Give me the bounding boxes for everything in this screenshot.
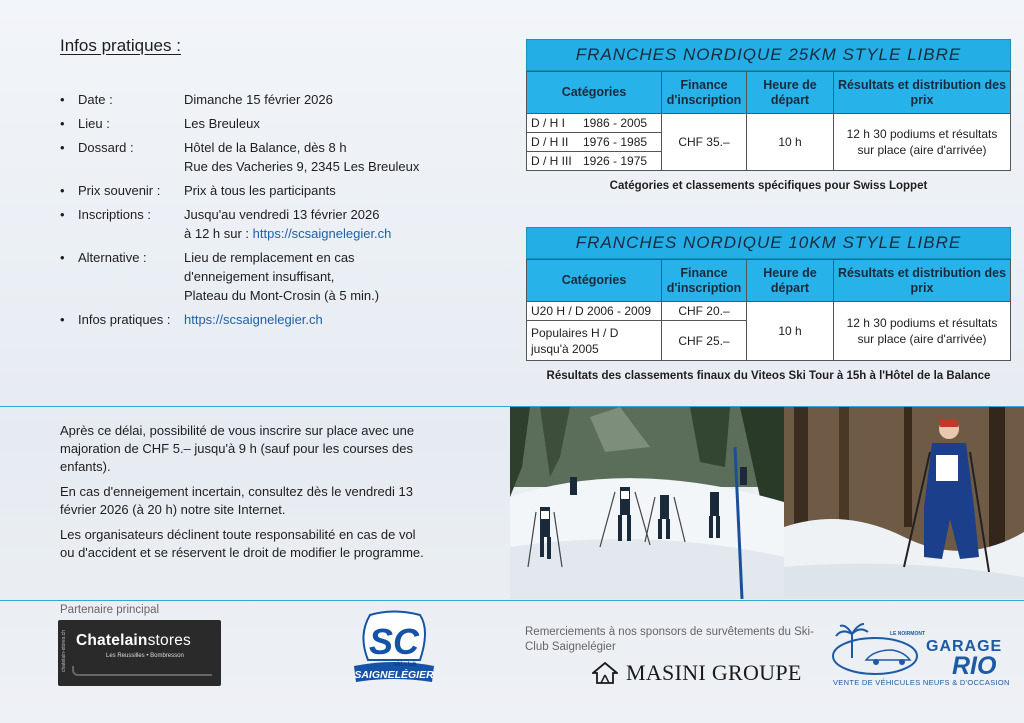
info-label: • Lieu : <box>78 116 110 131</box>
garage-rio: RIO <box>952 652 997 680</box>
race-title: FRANCHES NORDIQUE 25KM STYLE LIBRE <box>526 39 1011 71</box>
category-cell: D / H III 1926 - 1975 <box>527 152 662 171</box>
garage-tag: LE NOIRMONT <box>890 631 925 637</box>
info-label: • Dossard : <box>78 140 134 155</box>
col-header: Heure de départ <box>747 260 834 302</box>
info-label: • Alternative : <box>78 250 147 265</box>
garage-rio-logo <box>830 622 1020 692</box>
skier-bib-4-photo <box>784 407 1024 599</box>
start-cell: 10 h <box>747 302 834 361</box>
chatelain-stores-logo <box>58 620 221 686</box>
divider-bottom <box>0 600 1024 601</box>
inscriptions-link[interactable]: https://scsaignelegier.ch <box>252 226 392 241</box>
info-alternative <box>60 248 480 305</box>
category-cell: D / H II 1976 - 1985 <box>527 133 662 152</box>
info-value: Les Breuleux <box>184 116 260 131</box>
race-10km <box>526 227 1011 382</box>
info-value: Hôtel de la Balance, dès 8 h Rue des Vacheries 9, 2345 Les Breuleux <box>184 140 420 174</box>
info-inscriptions <box>60 205 480 243</box>
category-cell: Populaires H / D jusqu'à 2005 <box>527 321 662 361</box>
partner-label: Partenaire principal <box>60 604 160 616</box>
race-note: Résultats des classements finaux du Viteos Ski Tour à 15h à l'Hôtel de la Balance <box>546 370 991 382</box>
info-label: • Prix souvenir : <box>78 183 161 198</box>
garage-word: GARAGE <box>926 638 1003 655</box>
infos-link[interactable]: https://scsaignelegier.ch <box>184 312 323 327</box>
cross-country-ski-race-photo <box>510 407 784 599</box>
race-25km <box>526 39 1011 192</box>
masini-house-icon <box>592 662 618 684</box>
col-header: Finance d'inscription <box>662 72 747 114</box>
infos-list <box>60 90 480 334</box>
col-header: Finance d'inscription <box>662 260 747 302</box>
chatelain-decor <box>72 666 212 676</box>
start-cell: 10 h <box>747 114 834 171</box>
col-header: Heure de départ <box>747 72 834 114</box>
info-value: Dimanche 15 février 2026 <box>184 92 333 107</box>
info-prix-souvenir <box>60 181 480 200</box>
note-paragraph: En cas d'enneigement incertain, consultez dès le vendredi 13 février 2026 (à 20 h) notre site Internet. <box>60 484 413 517</box>
svg-text:SC: SC <box>368 621 420 662</box>
chatelain-sub: Les Reussilles • Bombresson <box>106 653 184 659</box>
race-table <box>526 259 1011 361</box>
ski-club-name: SAIGNELÉGIER <box>354 669 434 681</box>
info-label: • Infos pratiques : <box>78 312 171 327</box>
info-infos-pratiques <box>60 310 480 329</box>
note-paragraph: Les organisateurs déclinent toute responsabilité en cas de vol ou d'accident et se réservent le droit de modifier le programme. <box>60 527 424 560</box>
info-value <box>184 310 480 329</box>
info-value: Lieu de remplacement en cas d'enneigement insuffisant, Plateau du Mont-Crosin (à 5 min.) <box>184 250 380 303</box>
infos-title: Infos pratiques : <box>60 36 181 55</box>
garage-slogan: VENTE DE VÉHICULES NEUFS & D'OCCASION <box>833 678 1010 687</box>
col-header: Résultats et distribution des prix <box>834 260 1011 302</box>
race-table <box>526 71 1011 171</box>
info-dossard <box>60 138 480 176</box>
sponsors-thanks: Remerciements à nos sponsors de survêtements du Ski-Club Saignelégier <box>525 626 814 653</box>
ski-club-small: ski-club <box>394 662 417 668</box>
info-value: Jusqu'au vendredi 13 février 2026 à 12 h sur : https://scsaignelegier.ch <box>184 207 392 241</box>
chatelain-side-text: chatelain-stores.ch <box>61 630 67 672</box>
masini-text: MASINI GROUPE <box>626 660 802 685</box>
race-title: FRANCHES NORDIQUE 10KM STYLE LIBRE <box>526 227 1011 259</box>
col-header: Catégories <box>527 72 662 114</box>
category-cell: D / H I 1986 - 2005 <box>527 114 662 133</box>
info-date <box>60 90 480 109</box>
results-cell: 12 h 30 podiums et résultats sur place (aire d'arrivée) <box>834 114 1011 171</box>
col-header: Catégories <box>527 260 662 302</box>
fee-cell: CHF 25.– <box>662 321 747 361</box>
fee-cell: CHF 20.– <box>662 302 747 321</box>
col-header: Résultats et distribution des prix <box>834 72 1011 114</box>
info-label: • Date : <box>78 92 113 107</box>
info-lieu <box>60 114 480 133</box>
masini-logo <box>592 660 802 686</box>
race-note: Catégories et classements spécifiques pour Swiss Loppet <box>609 180 928 192</box>
ski-club-saignelegier-logo <box>350 610 438 690</box>
fee-cell: CHF 35.– <box>662 114 747 171</box>
info-value: Prix à tous les participants <box>184 183 336 198</box>
category-cell: U20 H / D 2006 - 2009 <box>527 302 662 321</box>
info-label: • Inscriptions : <box>78 207 151 222</box>
note-paragraph: Après ce délai, possibilité de vous inscrire sur place avec une majoration de CHF 5.– jusqu'à 9 h (sauf pour les courses des enfants). <box>60 423 415 474</box>
table-row <box>527 114 1011 133</box>
results-cell: 12 h 30 podiums et résultats sur place (aire d'arrivée) <box>834 302 1011 361</box>
chatelain-brand: Chatelainstores <box>76 632 191 649</box>
notes <box>60 422 430 569</box>
table-row <box>527 302 1011 321</box>
